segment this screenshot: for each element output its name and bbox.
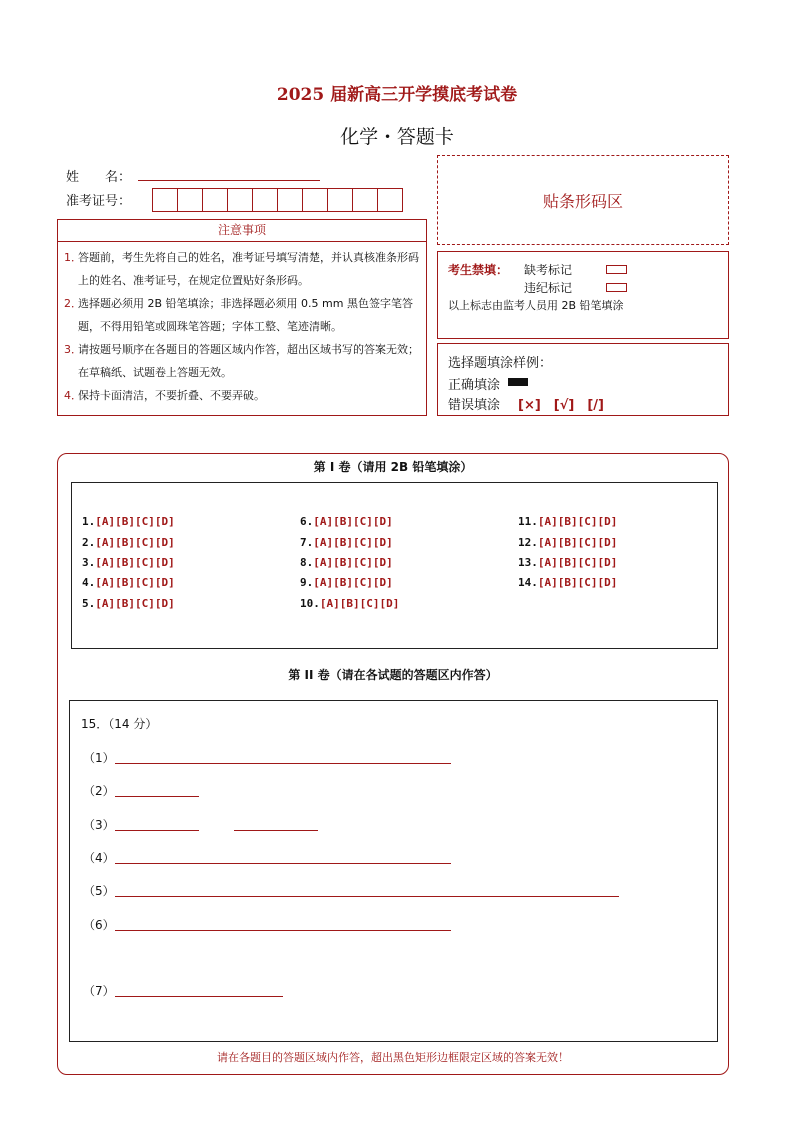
choice-answer-box	[71, 482, 718, 649]
id-digit-box[interactable]	[202, 188, 228, 212]
name-field[interactable]	[138, 180, 320, 181]
sub-q1-label: （1）	[83, 751, 115, 765]
question-number: 14.	[518, 576, 538, 589]
sub-q4-answer-line[interactable]	[115, 863, 451, 864]
option-bubbles[interactable]: [A][B][C][D]	[537, 556, 618, 569]
violation-mark-box[interactable]	[606, 283, 627, 292]
question-number: 9.	[300, 576, 314, 589]
missing-label: 缺考标记	[524, 263, 573, 277]
sub-q3-answer-line-a[interactable]	[115, 830, 199, 831]
option-bubbles[interactable]: [A][B][C][D]	[313, 515, 393, 528]
wrong-fill-samples: [×] [√] [/]	[518, 398, 604, 413]
sub-q1-answer-line[interactable]	[115, 763, 451, 764]
ban-note: 以上标志由监考人员用 2B 铅笔填涂	[448, 299, 624, 312]
ban-label: 考生禁填：	[448, 263, 509, 277]
notice-item: 2． 选择题必须用 2B 铅笔填涂；非选择题必须用 0.5 mm 黑色签字笔答题，不得用铅笔或圆珠笔答题；字体工整、笔迹清晰。	[64, 297, 413, 333]
correct-fill-sample	[508, 378, 528, 386]
missing-mark-box[interactable]	[606, 265, 627, 274]
id-digit-box[interactable]	[302, 188, 328, 212]
sub-q4-label: （4）	[83, 851, 115, 865]
violation-label: 违纪标记	[524, 281, 573, 295]
sub-q2-answer-line[interactable]	[115, 796, 199, 797]
option-bubbles[interactable]: [A][B][C][D]	[537, 536, 618, 549]
sub-q6-answer-line[interactable]	[115, 930, 451, 931]
barcode-label: 贴条形码区	[542, 191, 623, 211]
question-number: 10.	[300, 597, 320, 610]
option-bubbles[interactable]: [A][B][C][D]	[95, 515, 175, 528]
option-bubbles[interactable]: [A][B][C][D]	[95, 556, 175, 569]
question-number: 13.	[518, 556, 538, 569]
option-bubbles[interactable]: [A][B][C][D]	[95, 576, 175, 589]
question-number: 11.	[518, 515, 538, 528]
option-bubbles[interactable]: [A][B][C][D]	[95, 536, 175, 549]
question-number: 6.	[300, 515, 314, 528]
choice-question[interactable]	[518, 515, 617, 528]
choice-question[interactable]	[300, 556, 393, 569]
footer-warning: 请在各题目的答题区域内作答，超出黑色矩形边框限定区域的答案无效！	[217, 1051, 569, 1064]
question-number: 2.	[82, 536, 96, 549]
option-bubbles[interactable]: [A][B][C][D]	[95, 597, 175, 610]
sample-title: 选择题填涂样例：	[448, 356, 553, 371]
correct-fill-label: 正确填涂	[448, 378, 501, 393]
sub-q3-answer-line-b[interactable]	[234, 830, 318, 831]
part2-title: 第 II 卷（请在各试题的答题区内作答）	[288, 668, 498, 682]
question-number: 3.	[82, 556, 96, 569]
barcode-area	[437, 155, 729, 245]
option-bubbles[interactable]: [A][B][C][D]	[313, 576, 393, 589]
sub-q5-answer-line[interactable]	[115, 896, 619, 897]
option-bubbles[interactable]: [A][B][C][D]	[313, 536, 393, 549]
choice-question[interactable]	[82, 556, 175, 569]
q15-heading: 15．（14 分）	[81, 717, 158, 731]
notice-item: 4． 保持卡面清洁，不要折叠、不要弄破。	[64, 389, 265, 402]
sub-q5-label: （5）	[83, 884, 115, 898]
part1-title: 第 I 卷（请用 2B 铅笔填涂）	[313, 460, 473, 474]
notice-item: 3． 请按题号顺序在各题目的答题区域内作答，超出区域书写的答案无效；在草稿纸、试题卷上答题无效。	[64, 343, 419, 379]
option-bubbles[interactable]: [A][B][C][D]	[313, 556, 393, 569]
id-digit-box[interactable]	[352, 188, 378, 212]
choice-question[interactable]	[82, 597, 175, 610]
question-number: 8.	[300, 556, 314, 569]
id-digit-box[interactable]	[252, 188, 278, 212]
choice-question[interactable]	[300, 536, 393, 549]
sub-q3-label: （3）	[83, 818, 115, 832]
option-bubbles[interactable]: [A][B][C][D]	[537, 576, 618, 589]
option-bubbles[interactable]: [A][B][C][D]	[537, 515, 618, 528]
wrong-fill-label: 错误填涂	[448, 398, 501, 413]
sub-q2-label: （2）	[83, 784, 115, 798]
id-digit-box[interactable]	[177, 188, 203, 212]
choice-question[interactable]	[300, 597, 399, 610]
question-number: 1.	[82, 515, 96, 528]
examiner-only-box	[437, 251, 729, 339]
q15-answer-box	[69, 700, 718, 1042]
question-number: 12.	[518, 536, 538, 549]
card-subtitle	[0, 122, 794, 149]
notice-heading: 注意事项	[57, 219, 427, 242]
choice-question[interactable]	[82, 576, 175, 589]
exam-title: 2025 届新高三开学摸底考试卷	[276, 85, 518, 105]
choice-question[interactable]	[518, 536, 617, 549]
name-label: 姓 名：	[66, 170, 132, 185]
question-number: 5.	[82, 597, 96, 610]
id-digit-box[interactable]	[327, 188, 353, 212]
question-number: 4.	[82, 576, 96, 589]
id-digit-box[interactable]	[152, 188, 178, 212]
question-number: 7.	[300, 536, 314, 549]
notice-item: 1． 答题前，考生先将自己的姓名，准考证号填写清楚，并认真核准条形码上的姓名、准考证号，在规定位置贴好条形码。	[64, 251, 419, 287]
notice-list	[57, 242, 427, 416]
choice-question[interactable]	[300, 576, 393, 589]
choice-question[interactable]	[300, 515, 393, 528]
sub-q6-label: （6）	[83, 918, 115, 932]
choice-question[interactable]	[82, 536, 175, 549]
exam-id-boxes[interactable]	[152, 188, 402, 212]
subject-label: 化学	[340, 126, 379, 148]
sub-q7-answer-line[interactable]	[115, 996, 283, 997]
exam-id-label: 准考证号：	[66, 194, 132, 209]
choice-question[interactable]	[518, 576, 617, 589]
option-bubbles[interactable]: [A][B][C][D]	[319, 597, 400, 610]
fill-sample-box	[437, 343, 729, 416]
subtitle-dot: ·	[384, 126, 391, 148]
id-digit-box[interactable]	[277, 188, 303, 212]
answer-card-label: 答题卡	[396, 126, 454, 148]
choice-question[interactable]	[82, 515, 175, 528]
id-digit-box[interactable]	[227, 188, 253, 212]
sub-q7-label: （7）	[83, 984, 115, 998]
choice-question[interactable]	[518, 556, 617, 569]
id-digit-box[interactable]	[377, 188, 403, 212]
